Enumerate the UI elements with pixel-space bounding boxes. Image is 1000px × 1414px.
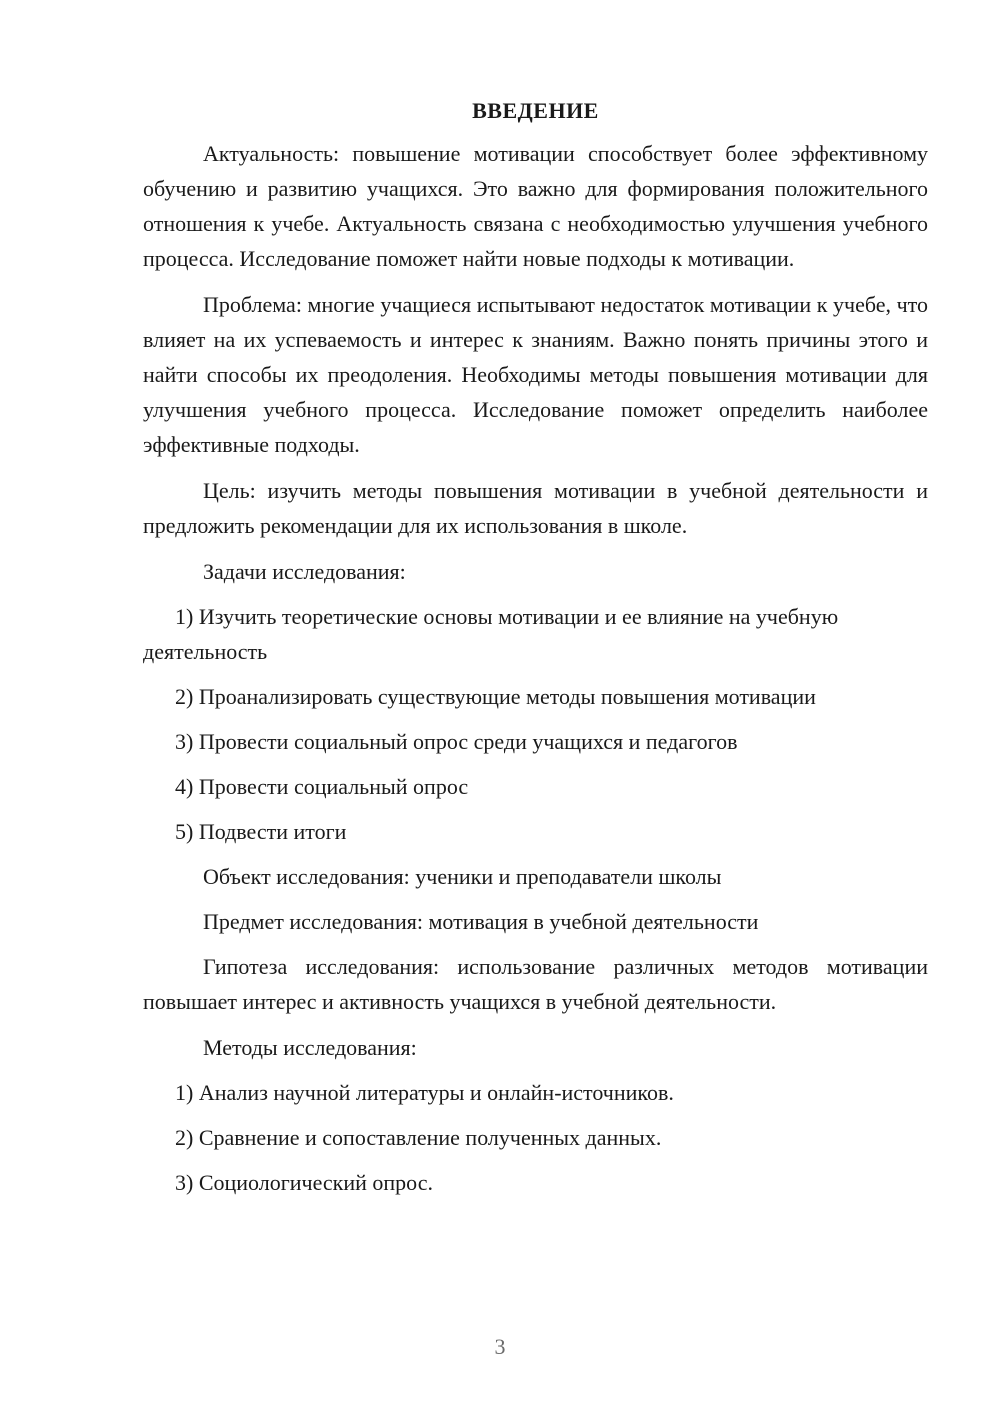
task-item-2: 2) Проанализировать существующие методы повышения мотивации: [175, 684, 816, 709]
task-item-3: 3) Провести социальный опрос среди учащихся и педагогов: [175, 729, 738, 754]
task-item-5: 5) Подвести итоги: [175, 819, 347, 844]
methods-heading: Методы исследования:: [203, 1035, 417, 1060]
goal-paragraph: Цель: изучить методы повышения мотивации в учебной деятельности и предложить рекомендации для их использования в школе.: [143, 478, 928, 538]
page-title: ВВЕДЕНИЕ: [472, 98, 599, 123]
tasks-heading: Задачи исследования:: [203, 559, 406, 584]
subject-line: Предмет исследования: мотивация в учебной деятельности: [203, 909, 759, 934]
document-page: [143, 96, 928, 1210]
object-line: Объект исследования: ученики и преподаватели школы: [203, 864, 722, 889]
problem-paragraph: Проблема: многие учащиеся испытывают недостаток мотивации к учебе, что влияет на их успеваемость и интерес к знаниям. Важно понять причины этого и найти способы их преодоления. Необходимы методы повышения мотивации для улучшения учебного процесса. Исследование поможет определить наиболее эффективные подходы.: [143, 292, 928, 457]
task-item-1: 1) Изучить теоретические основы мотивации и ее влияние на учебную деятельность: [143, 604, 839, 664]
method-item-2: 2) Сравнение и сопоставление полученных данных.: [175, 1125, 662, 1150]
relevance-paragraph: Актуальность: повышение мотивации способствует более эффективному обучению и развитию учащихся. Это важно для формирования положительного отношения к учебе. Актуальность связана с необходимостью улучшения учебного процесса. Исследование поможет найти новые подходы к мотивации.: [143, 141, 928, 271]
method-item-3: 3) Социологический опрос.: [175, 1170, 433, 1195]
page-number: 3: [494, 1334, 506, 1359]
task-item-4: 4) Провести социальный опрос: [175, 774, 469, 799]
hypothesis-paragraph: Гипотеза исследования: использование различных методов мотивации повышает интерес и активность учащихся в учебной деятельности.: [143, 954, 928, 1014]
method-item-1: 1) Анализ научной литературы и онлайн-источников.: [175, 1080, 674, 1105]
